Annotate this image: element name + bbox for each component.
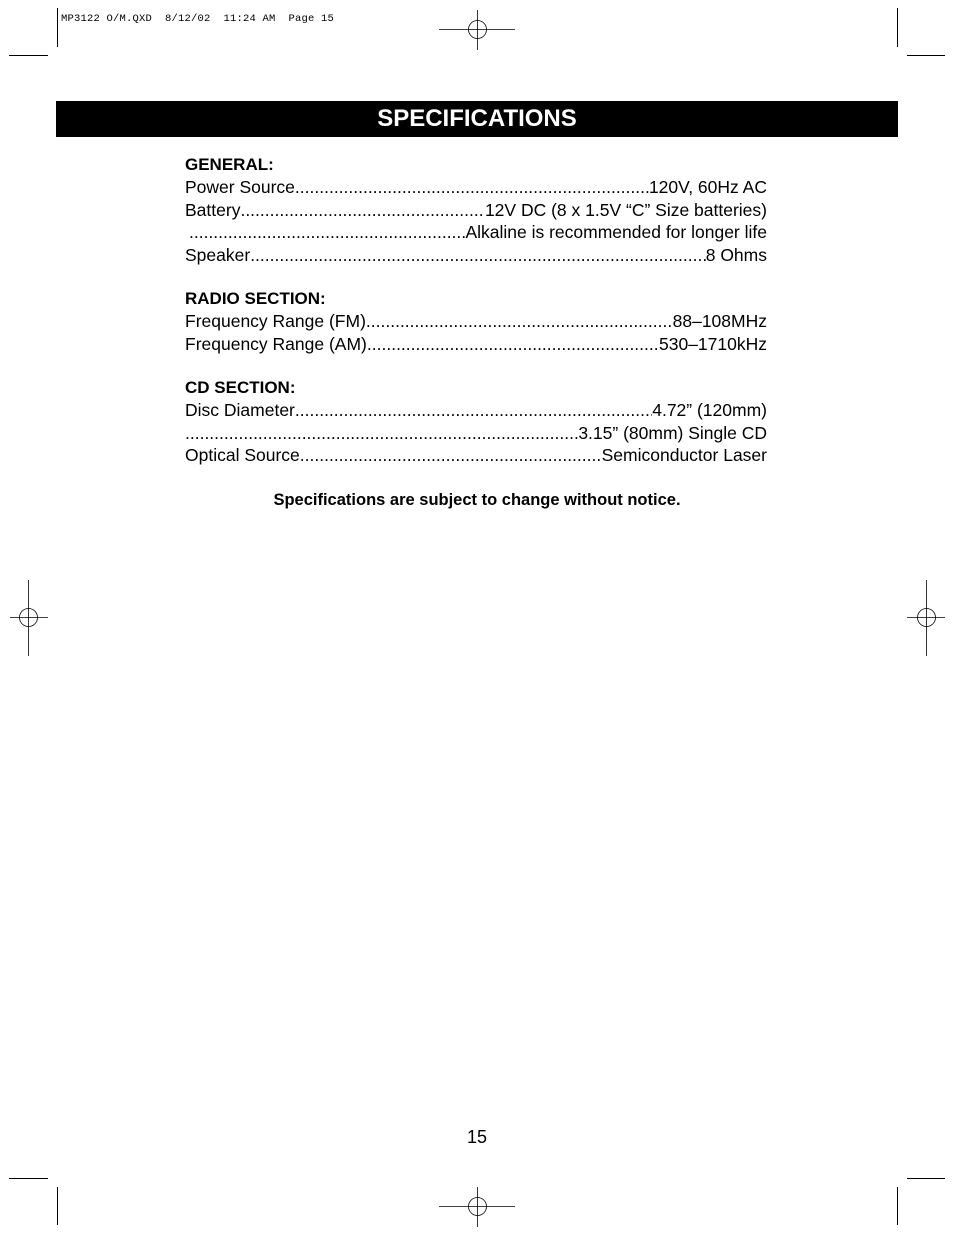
spec-label: Power Source <box>185 177 295 197</box>
section-heading: RADIO SECTION: <box>185 289 326 308</box>
spec-label: Battery <box>185 199 241 220</box>
spec-label: Optical Source <box>185 445 300 465</box>
dot-leader <box>295 399 652 422</box>
crop-mark-bottom-left-h <box>9 1178 48 1179</box>
spec-value: 530–1710kHz <box>659 333 767 354</box>
crop-mark-top-left-h <box>9 55 48 56</box>
crop-mark-top-right-v <box>897 8 898 47</box>
spec-value: 88–108MHz <box>672 311 767 331</box>
spec-row-fm-range <box>185 310 767 333</box>
section-cd <box>185 377 767 467</box>
spec-value: Alkaline is recommended for longer life <box>465 222 767 242</box>
spec-row-am-range <box>185 333 767 356</box>
dot-leader <box>300 444 602 467</box>
spec-value: Semiconductor Laser <box>601 445 767 465</box>
page-title: SPECIFICATIONS <box>56 101 898 137</box>
spec-row-power-source <box>185 176 767 199</box>
specifications-list <box>185 154 767 489</box>
spec-row-disc-diameter-single <box>185 422 767 445</box>
spec-row-battery-note <box>185 221 767 244</box>
spec-row-disc-diameter <box>185 399 767 422</box>
section-general <box>185 154 767 266</box>
section-heading: CD SECTION: <box>185 378 296 397</box>
dot-leader <box>185 422 578 445</box>
crop-mark-bottom-right-h <box>907 1178 945 1179</box>
dot-leader <box>189 221 465 244</box>
change-notice: Specifications are subject to change without notice. <box>273 491 681 509</box>
dot-leader <box>240 199 485 222</box>
dot-leader <box>250 244 706 267</box>
spec-value: 4.72” (120mm) <box>652 400 767 420</box>
spec-value: 12V DC (8 x 1.5V “C” Size batteries) <box>484 199 767 220</box>
registration-mark-top-icon <box>437 10 517 50</box>
page-number: 15 <box>466 1127 488 1147</box>
registration-mark-right-icon <box>905 580 947 656</box>
spec-value: 3.15” (80mm) Single CD <box>578 422 767 443</box>
spec-label: Frequency Range (FM) <box>185 311 366 331</box>
dot-leader <box>367 333 659 356</box>
registration-mark-bottom-icon <box>437 1187 517 1227</box>
spec-row-optical-source <box>185 444 767 467</box>
spec-row-battery <box>185 199 767 222</box>
spec-row-speaker <box>185 244 767 267</box>
file-slug: MP3122 O/M.QXD 8/12/02 11:24 AM Page 15 <box>61 13 335 25</box>
spec-label: Frequency Range (AM) <box>185 333 367 354</box>
section-heading: GENERAL: <box>185 155 274 174</box>
crop-mark-bottom-left-v <box>57 1187 58 1225</box>
spec-value: 8 Ohms <box>705 244 767 265</box>
section-radio <box>185 288 767 355</box>
dot-leader <box>366 310 673 333</box>
spec-label: Speaker <box>185 244 251 265</box>
crop-mark-bottom-right-v <box>897 1187 898 1225</box>
spec-value: 120V, 60Hz AC <box>648 177 767 197</box>
crop-mark-top-right-h <box>907 55 945 56</box>
registration-mark-left-icon <box>8 580 50 656</box>
dot-leader <box>295 176 649 199</box>
spec-label: Disc Diameter <box>185 400 295 420</box>
crop-mark-top-left-v <box>57 8 58 47</box>
